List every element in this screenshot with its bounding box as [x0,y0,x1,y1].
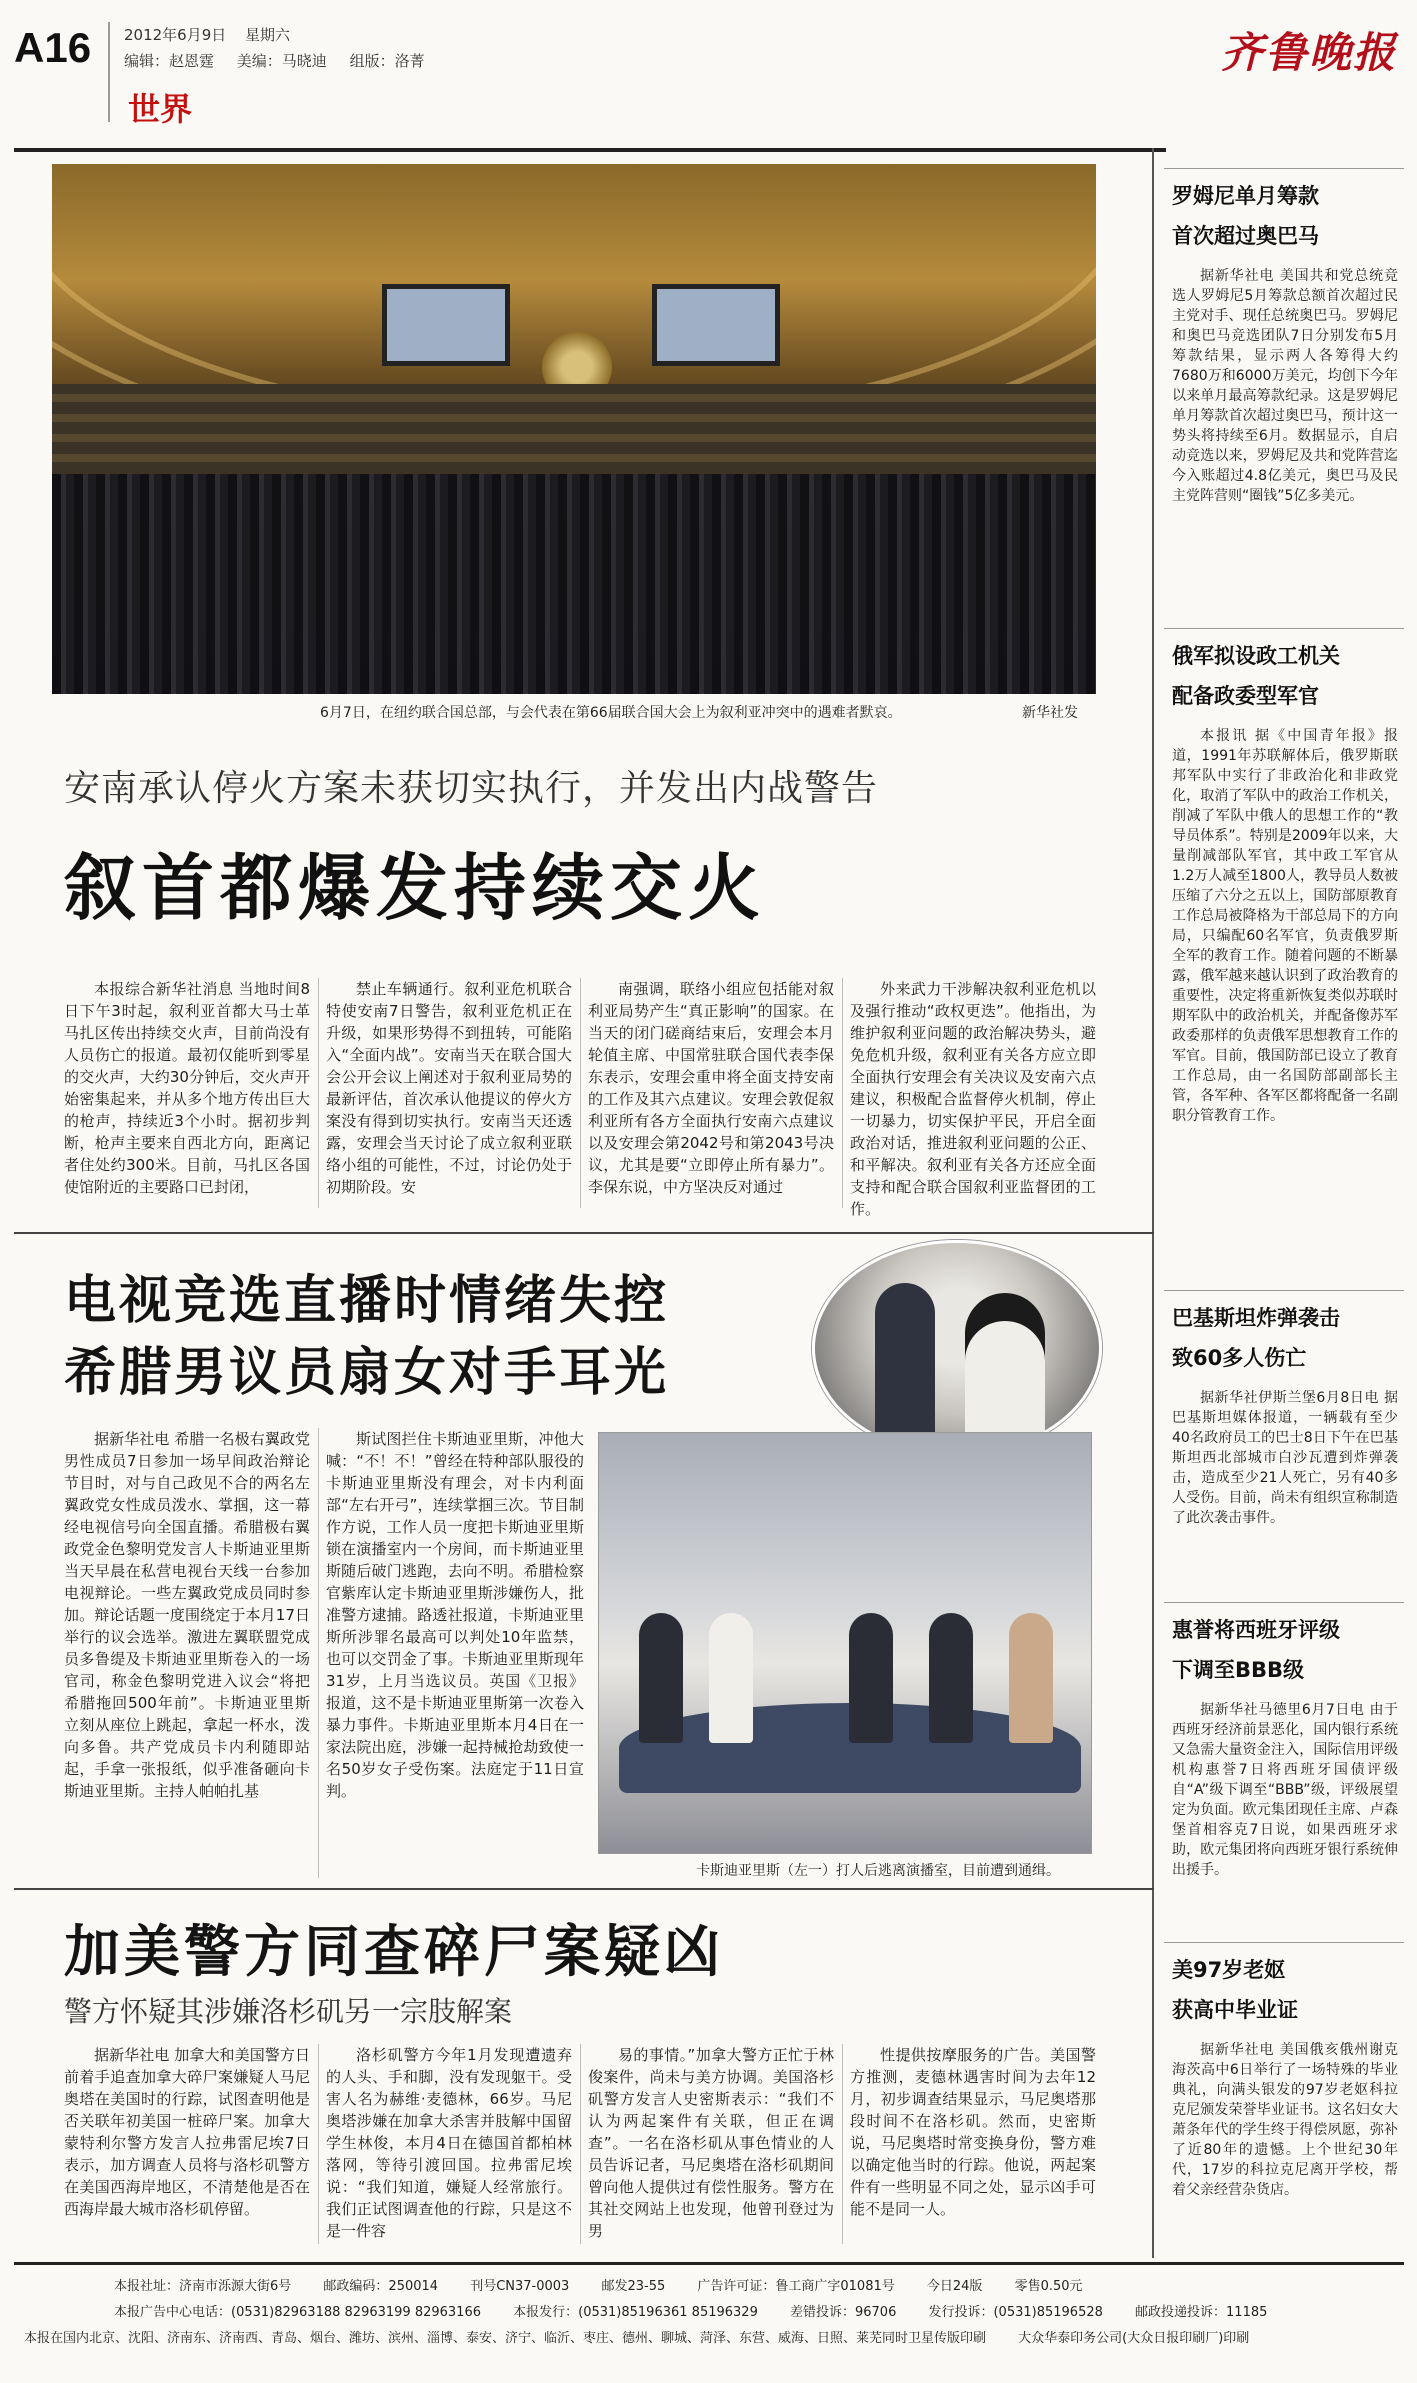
tv-studio-photo [598,1432,1092,1854]
greece-slap-photo [812,1240,1102,1456]
story-column: 据新华社电 加拿大和美国警方日前着手追查加拿大碎尸案嫌疑人马尼奥塔在美国时的行踪，试图查明他是否关联年初美国一桩碎尸案。加拿大蒙特利尔警方发言人拉弗雷尼埃7日表示，加方调查人员将与洛杉矶警方在美国西海岸地区，不清楚他是否在西海岸最大城市洛杉矶停留。 [64,2046,310,2218]
page-footer [14,2262,1404,2372]
sidebar-headline: 配备政委型军官 [1172,684,1319,708]
sidebar-headline: 致60多人伤亡 [1172,1346,1307,1370]
photo-figure-woman [965,1293,1045,1443]
footer-delivery-complaint: 发行投诉：(0531)85196528 [928,2305,1103,2320]
photo-credit: 新华社发 [1022,705,1078,721]
photo-figure [1009,1613,1053,1743]
layout-editor-credit: 组版：洛菁 [349,52,425,70]
sidebar-headline: 美97岁老妪 [1172,1958,1286,1982]
story-divider [14,1232,1154,1234]
sidebar-rule [1164,1602,1404,1603]
hall-screen-right [652,284,780,366]
footer-line [114,2275,1111,2294]
sidebar-rule [1164,168,1404,169]
sidebar-headline: 首次超过奥巴马 [1172,224,1319,248]
column-rule [580,2044,581,2244]
story-subheadline: 警方怀疑其涉嫌洛杉矶另一宗肢解案 [64,1995,513,2028]
footer-print-sites: 本报在国内北京、沈阳、济南东、济南西、青岛、烟台、潍坊、滨州、淄博、泰安、济宁、临沂、枣庄、德州、聊城、菏泽、东营、威海、日照、莱芜同时卫星传版印刷 [24,2331,987,2346]
footer-line [114,2301,1295,2320]
footer-ad-license: 广告许可证：鲁工商广字01081号 [697,2279,895,2294]
story-column: 洛杉矶警方今年1月发现遭遗弃的人头、手和脚，没有发现躯干。受害人名为赫维·麦德林，66岁。马尼奥塔涉嫌在加拿大杀害并肢解中国留学生林俊，本月4日在德国首都柏林落网，等待引渡回国。拉弗雷尼埃说：“我们知道，嫌疑人经常旅行。我们正试图调查他的行踪，只是这不是一件容 [326,2046,572,2240]
issue-weekday: 星期六 [245,26,291,44]
sidebar-headline: 下调至BBB级 [1172,1658,1305,1682]
sidebar-body: 本报讯 据《中国青年报》报道，1991年苏联解体后，俄罗斯联邦军队中实行了非政治化和非政党化，取消了军队中的政治工作机关，削减了军队中俄人的思想工作的“教导员体系”。特别是2009年以来，大量削减部队军官，其中政工军官从1.2万人减至1800人，教导员人数被压缩了六分之五以上，国防部原教育工作总局被降格为干部总局下的方向局，只编配60名军官，负责俄罗斯全军的教育工作。随着问题的不断暴露，俄军越来越认识到了政治教育的重要性，决定将重新恢复类似苏联时期军队中的政治机关，并配备像苏军政委那样的负责俄军思想教育工作的军官。目前，俄国防部已设立了教育工作总局，由一名国防部副部长主管，各军种、各军区都将配备一名副职分管教育工作。 [1172,728,1398,1124]
footer-line [24,2327,1277,2346]
story-column: 外来武力干涉解决叙利亚危机以及强行推动“政权更迭”。他指出，为维护叙利亚问题的政治解决势头，避免危机升级，叙利亚有关各方应立即全面执行安理会有关决议及安南六点建议，积极配合监督停火机制，停止一切暴力，切实保护平民，开启全面政治对话，推进叙利亚问题的公正、和平解决。叙利亚有关各方还应全面支持和配合联合国叙利亚监督团的工作。 [850,980,1096,1218]
sidebar-rule [1164,1942,1404,1943]
page-number: A16 [14,24,92,71]
column-rule [842,2044,843,2244]
masthead-divider [108,22,110,122]
footer-printer: 大众华泰印务公司(大众日报印刷厂)印刷 [1018,2331,1250,2346]
column-rule [318,1428,319,1878]
footer-postcode: 邮政编码：250014 [323,2279,439,2294]
footer-address: 本报社址：济南市泺源大街6号 [114,2279,292,2294]
sidebar-body: 据新华社电 美国俄亥俄州谢克海茨高中6日举行了一场特殊的毕业典礼，向满头银发的97岁老妪科拉克尼颁发荣誉毕业证书。这名妇女大萧条年代的学生终于得偿夙愿，弥补了近80年的遗憾。上个世纪30年代，17岁的科拉克尼离开学校，帮着父亲经营杂货店。 [1172,2042,1398,2198]
story-column: 本报综合新华社消息 当地时间8日下午3时起，叙利亚首都大马士革马扎区传出持续交火声，目前尚没有人员伤亡的报道。最初仅能听到零星的交火声，大约30分钟后，交火声开始密集起来，并从多个地方传出巨大的枪声，持续近3个小时。据初步判断，枪声主要来自西北方向，距离记者住处约300米。目前，马扎区各国使馆附近的主要路口已封闭， [64,980,310,1196]
footer-price: 零售0.50元 [1014,2279,1083,2294]
sidebar-headline: 俄军拟设政工机关 [1172,644,1340,668]
column-rule [580,978,581,1208]
footer-issn: 刊号CN37-0003 [470,2279,570,2294]
story-column: 性提供按摩服务的广告。美国警方推测，麦德林遇害时间为去年12月，初步调查结果显示，马尼奥塔那段时间不在洛杉矶。然而，史密斯说，马尼奥塔时常变换身份，警方难以确定他当时的行踪。他说，两起案件有一些明显不同之处，显示凶手可能不是同一人。 [850,2046,1096,2218]
sidebar-headline: 巴基斯坦炸弹袭击 [1172,1306,1340,1330]
story-headline: 叙首都爆发持续交火 [64,846,767,930]
footer-ad-phone: 本报广告中心电话：(0531)82963188 82963199 82963166 [114,2305,481,2320]
column-rule [318,978,319,1208]
photo-figure [929,1613,973,1743]
story-headline: 加美警方同查碎尸案疑凶 [64,1920,724,1985]
story-column: 斯试图拦住卡斯迪亚里斯，冲他大喊：“不！不！”曾经在特种部队服役的卡斯迪亚里斯没有理会，对卡内利面部“左右开弓”，连续掌掴三次。节目制作方说，工作人员一度把卡斯迪亚里斯锁在演播室内一个房间，而卡斯迪亚里斯随后破门逃跑，去向不明。希腊检察官紫库认定卡斯迪亚里斯涉嫌伤人，批准警方逮捕。路透社报道，卡斯迪亚里斯所涉罪名最高可以判处10年监禁，也可以交罚金了事。卡斯迪亚里斯现年31岁，上月当选议员。英国《卫报》报道，这不是卡斯迪亚里斯第一次卷入暴力事件。卡斯迪亚里斯本月4日在一家法院出庭，涉嫌一起持械抢劫致使一名50岁女子受伤案。法庭定于11日宣判。 [326,1430,584,1800]
photo-figure [639,1613,683,1743]
column-rule [318,2044,319,2244]
story-kicker: 安南承认停火方案未获切实执行，并发出内战警告 [64,768,879,809]
section-name: 世界 [128,90,193,128]
story-headline: 希腊男议员扇女对手耳光 [64,1343,670,1403]
hall-screen-left [382,284,510,366]
hall-seating [52,384,1096,474]
story-column: 禁止车辆通行。叙利亚危机联合特使安南7日警告，叙利亚危机正在升级，如果形势得不到扭转，可能陷入“全面内战”。安南当天在联合国大会公开会议上阐述对于叙利亚局势的最新评估，首次承认他提议的停火方案没有得到切实执行。安南当天还透露，安理会当天讨论了成立叙利亚联络小组的可能性，不过，讨论仍处于初期阶段。安 [326,980,572,1196]
footer-postal-complaint: 邮政投递投诉：11185 [1135,2305,1268,2320]
story-divider [14,1888,1154,1890]
photo-figure [709,1613,753,1743]
sidebar-divider [1152,148,1154,2258]
photo-figure [849,1613,893,1743]
footer-page-count: 今日24版 [926,2279,983,2294]
sidebar-headline: 罗姆尼单月筹款 [1172,184,1319,208]
photo-caption: 卡斯迪亚里斯（左一）打人后逃离演播室，目前遭到通缉。 [696,1863,1060,1879]
column-rule [842,978,843,1208]
sidebar-headline: 获高中毕业证 [1172,1998,1298,2022]
editor-credit: 编辑：赵恩霆 [124,52,215,70]
masthead [0,0,1417,132]
story-column: 据新华社电 希腊一名极右翼政党男性成员7日参加一场早间政治辩论节目时，对与自己政见不合的两名左翼政党女性成员泼水、掌掴，这一幕经电视信号向全国直播。希腊极右翼政党金色黎明党发言人卡斯迪亚里斯当天早晨在私营电视台天线一台参加电视辩论。一些左翼政党成员同时参加。辩论话题一度围绕定于本月17日举行的议会选举。激进左翼联盟党成员多鲁缇及卡斯迪亚里斯卷入的一场官司，称金色黎明党进入议会“将把希腊拖回500年前”。卡斯迪亚里斯立刻从座位上跳起，拿起一杯水，泼向多鲁。共产党成员卡内利随即站起，手拿一张报纸，似乎准备砸向卡斯迪亚里斯。主持人帕帕扎基 [64,1430,310,1800]
sidebar-body: 据新华社电 美国共和党总统竞选人罗姆尼5月筹款总额首次超过民主党对手、现任总统奥巴马。罗姆尼和奥巴马竞选团队7日分别发布5月筹款结果，显示两人各筹得大约7680万和6000万美元，均创下今年以来单月最高筹款纪录。这是罗姆尼单月筹款首次超过奥巴马，预计这一势头将持续至6月。数据显示，自启动竞选以来，罗姆尼及共和党阵营迄今入账超过4.8亿美元，奥巴马及民主党阵营则“圈钱”5亿多美元。 [1172,268,1398,504]
newspaper-logo: 齐鲁晚报 [1220,28,1397,77]
story-column: 易的事情。”加拿大警方正忙于林俊案件，尚未与美方协调。美国洛杉矶警方发言人史密斯表示：“我们不认为两起案件有关联，但正在调查”。一名在洛杉矶从事色情业的人员告诉记者，马尼奥塔在洛杉矶期间曾向他人提供过有偿性服务。警方在其社交网站上也发现，他曾刊登过为男 [588,2046,834,2240]
footer-error-report: 差错投诉：96706 [789,2305,897,2320]
sidebar-body: 据新华社马德里6月7日电 由于西班牙经济前景恶化，国内银行系统又急需大量资金注入，国际信用评级机构惠誉7日将西班牙国债评级自“A”级下调至“BBB”级，评级展望定为负面。欧元集团现任主席、卢森堡首相容克7日说，如果西班牙求助，欧元集团将向西班牙银行系统伸出援手。 [1172,1702,1398,1878]
photo-figure-man [875,1283,935,1443]
footer-distribution-phone: 本报发行：(0531)85196361 85196329 [513,2305,758,2320]
issue-date: 2012年6月9日 [124,26,227,44]
footer-postal-code: 邮发23-55 [601,2279,666,2294]
sidebar-rule [1164,628,1404,629]
un-general-assembly-photo [52,164,1096,694]
art-editor-credit: 美编：马晓迪 [236,52,327,70]
sidebar-rule [1164,1290,1404,1291]
photo-caption: 6月7日，在纽约联合国总部，与会代表在第66届联合国大会上为叙利亚冲突中的遇难者默哀。 [320,705,902,721]
sidebar-headline: 惠誉将西班牙评级 [1172,1618,1340,1642]
date-line [124,24,304,45]
staff-credits [124,50,443,71]
story-column: 南强调，联络小组应包括能对叙利亚局势产生“真正影响”的国家。在当天的闭门磋商结束后，安理会本月轮值主席、中国常驻联合国代表李保东表示，安理会重申将全面支持安南的工作及其六点建议。安理会敦促叙利亚所有各方全面执行安南六点建议以及安理会第2042号和第2043号决议，尤其是要“立即停止所有暴力”。李保东说，中方坚决反对通过 [588,980,834,1196]
story-headline: 电视竞选直播时情绪失控 [64,1271,670,1331]
hall-delegates [52,474,1096,694]
sidebar-body: 据新华社伊斯兰堡6月8日电 据巴基斯坦媒体报道，一辆载有至少40名政府员工的巴士8日下午在巴基斯坦西北部城市白沙瓦遭到炸弹袭击，造成至少21人死亡，另有40多人受伤。目前，尚未有组织宣称制造了此次袭击事件。 [1172,1390,1398,1526]
